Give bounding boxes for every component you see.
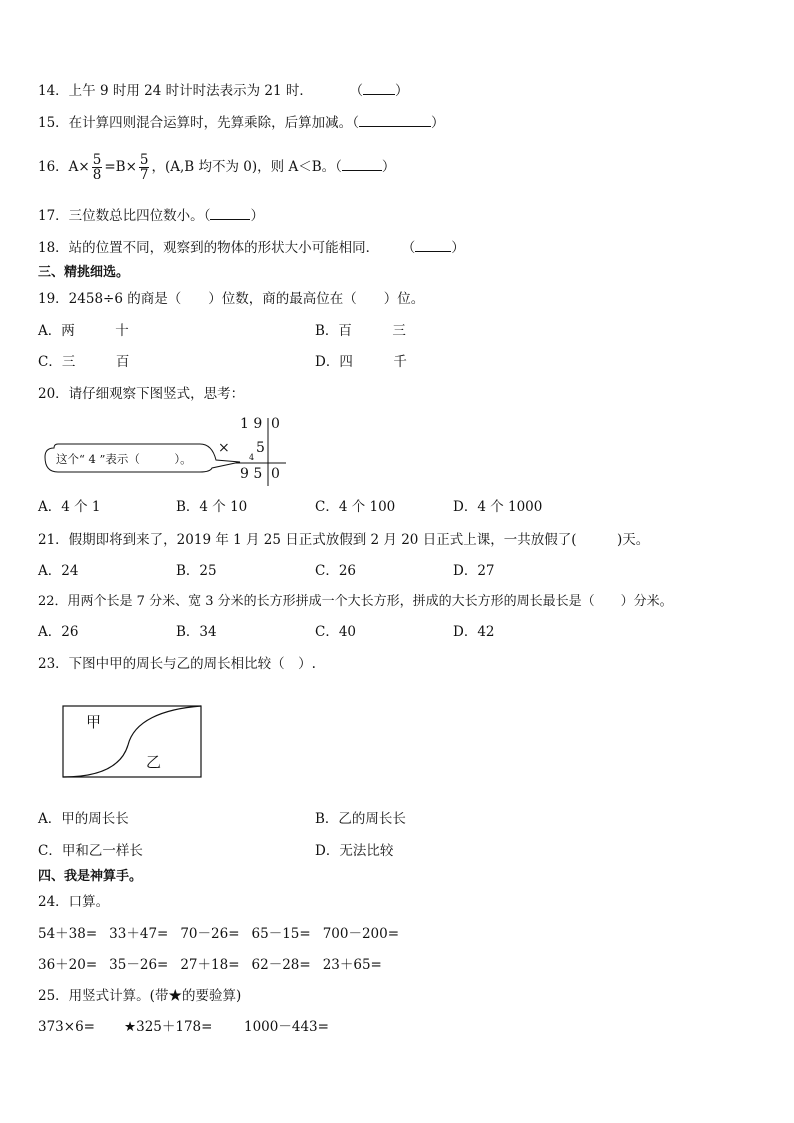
q22-option-b[interactable]: B．34 bbox=[176, 624, 217, 640]
q21-option-d[interactable]: D．27 bbox=[453, 563, 495, 579]
question-22-text: 22．用两个长是 7 分米、宽 3 分米的长方形拼成一个大长方形，拼成的大长方形的周长最长是（ ）分米。 bbox=[38, 594, 673, 609]
calc-item: 23＋65= bbox=[322, 957, 382, 973]
mental-math-row-1 bbox=[38, 925, 411, 943]
question-16: 16．A× $\frac{5}{8}$ =B× $\frac{5}{7}$ ，(A,B 均不为 0)，则 A＜B。（ ） bbox=[38, 152, 396, 183]
question-18: 18．站的位置不同，观察到的物体的形状大小可能相同． （ ） bbox=[38, 240, 465, 256]
q19-option-c[interactable]: C．三 百 bbox=[38, 354, 130, 370]
answer-blank-17[interactable] bbox=[210, 207, 250, 220]
q20-option-b[interactable]: B．4 个 10 bbox=[176, 499, 248, 515]
calc-item: 27＋18= bbox=[180, 957, 240, 973]
calc-item: ★325＋178= bbox=[124, 1019, 213, 1035]
perimeter-comparison-figure bbox=[62, 705, 204, 780]
question-25-text: 25．用竖式计算。(带★的要验算) bbox=[38, 988, 242, 1004]
question-19-text: 19．2458÷6 的商是（ ）位数，商的最高位在（ ）位。 bbox=[38, 291, 425, 307]
question-23-text: 23．下图中甲的周长与乙的周长相比较（ ）. bbox=[38, 656, 316, 672]
q19-option-b[interactable]: B．百 三 bbox=[315, 323, 406, 339]
mental-math-row-2 bbox=[38, 956, 394, 974]
digit-row-2: 5 bbox=[256, 440, 265, 456]
digit-row-3-right: 0 bbox=[271, 466, 280, 482]
calc-item: 65－15= bbox=[251, 926, 311, 942]
q20-option-d[interactable]: D．4 个 1000 bbox=[453, 499, 543, 515]
q23-option-c[interactable]: C．甲和乙一样长 bbox=[38, 843, 143, 859]
calc-item: 373×6= bbox=[38, 1019, 95, 1035]
calc-item: 36＋20= bbox=[38, 957, 98, 973]
q21-option-c[interactable]: C．26 bbox=[315, 563, 357, 579]
section-3-heading: 三、精挑细选。 bbox=[38, 265, 130, 280]
times-sign: × bbox=[218, 440, 230, 456]
question-20-text: 20．请仔细观察下图竖式，思考： bbox=[38, 386, 245, 402]
label-jia: 甲 bbox=[86, 713, 102, 731]
q21-option-a[interactable]: A．24 bbox=[38, 563, 79, 579]
q19-option-d[interactable]: D．四 千 bbox=[315, 354, 407, 370]
question-24-text: 24．口算。 bbox=[38, 894, 110, 910]
q19-option-a[interactable]: A．两 十 bbox=[38, 323, 129, 339]
question-14-text: 14．上午 9 时用 24 时计时法表示为 21 时． bbox=[38, 83, 313, 99]
calc-item: 1000－443= bbox=[244, 1019, 329, 1035]
calc-item: 62－28= bbox=[251, 957, 311, 973]
calc-item: 35－26= bbox=[109, 957, 169, 973]
question-21-text: 21．假期即将到来了，2019 年 1 月 25 日正式放假到 2 月 20 日正式上课，一共放假了( )天。 bbox=[38, 532, 650, 548]
calc-item: 70－26= bbox=[180, 926, 240, 942]
small-carry-digit: 4 bbox=[249, 453, 255, 462]
answer-blank-18[interactable] bbox=[415, 239, 451, 252]
calc-item: 54＋38= bbox=[38, 926, 98, 942]
digits-row-3: 9 5 bbox=[240, 466, 263, 482]
calc-item: 700－200= bbox=[322, 926, 400, 942]
fraction-5-8: $\frac{5}{8}$ bbox=[92, 152, 102, 183]
answer-blank-14[interactable] bbox=[363, 82, 395, 95]
fraction-5-7: $\frac{5}{7}$ bbox=[139, 152, 149, 183]
vertical-multiplication-figure bbox=[40, 412, 300, 487]
label-yi: 乙 bbox=[146, 753, 162, 771]
question-15: 15．在计算四则混合运算时，先算乘除，后算加减。（ ） bbox=[38, 115, 445, 131]
q23-option-b[interactable]: B．乙的周长长 bbox=[315, 811, 406, 827]
written-calc-row bbox=[38, 1018, 329, 1036]
q22-option-c[interactable]: C．40 bbox=[315, 624, 357, 640]
q22-option-a[interactable]: A．26 bbox=[38, 624, 79, 640]
q22-option-d[interactable]: D．42 bbox=[453, 624, 495, 640]
answer-blank-15[interactable] bbox=[359, 114, 431, 127]
question-17: 17．三位数总比四位数小。（ ） bbox=[38, 208, 264, 224]
q21-option-b[interactable]: B．25 bbox=[176, 563, 217, 579]
answer-blank-16[interactable] bbox=[342, 158, 382, 171]
q20-option-a[interactable]: A．4 个 1 bbox=[38, 499, 101, 515]
question-14: 14．上午 9 时用 24 时计时法表示为 21 时． （ ） bbox=[38, 83, 409, 99]
rectangle-with-curve bbox=[62, 705, 204, 780]
question-15-text: 15．在计算四则混合运算时，先算乘除，后算加减。 bbox=[38, 115, 353, 131]
speech-bubble-text: 这个“ 4 ”表示（ ）。 bbox=[56, 452, 192, 466]
calc-item: 33＋47= bbox=[109, 926, 169, 942]
section-4-heading: 四、我是神算手。 bbox=[38, 869, 143, 884]
digits-row-1: 1 9 bbox=[240, 416, 263, 432]
q23-option-a[interactable]: A．甲的周长长 bbox=[38, 811, 129, 827]
q20-option-c[interactable]: C．4 个 100 bbox=[315, 499, 396, 515]
q23-option-d[interactable]: D．无法比较 bbox=[315, 843, 394, 859]
digit-row-1-right: 0 bbox=[271, 416, 280, 432]
